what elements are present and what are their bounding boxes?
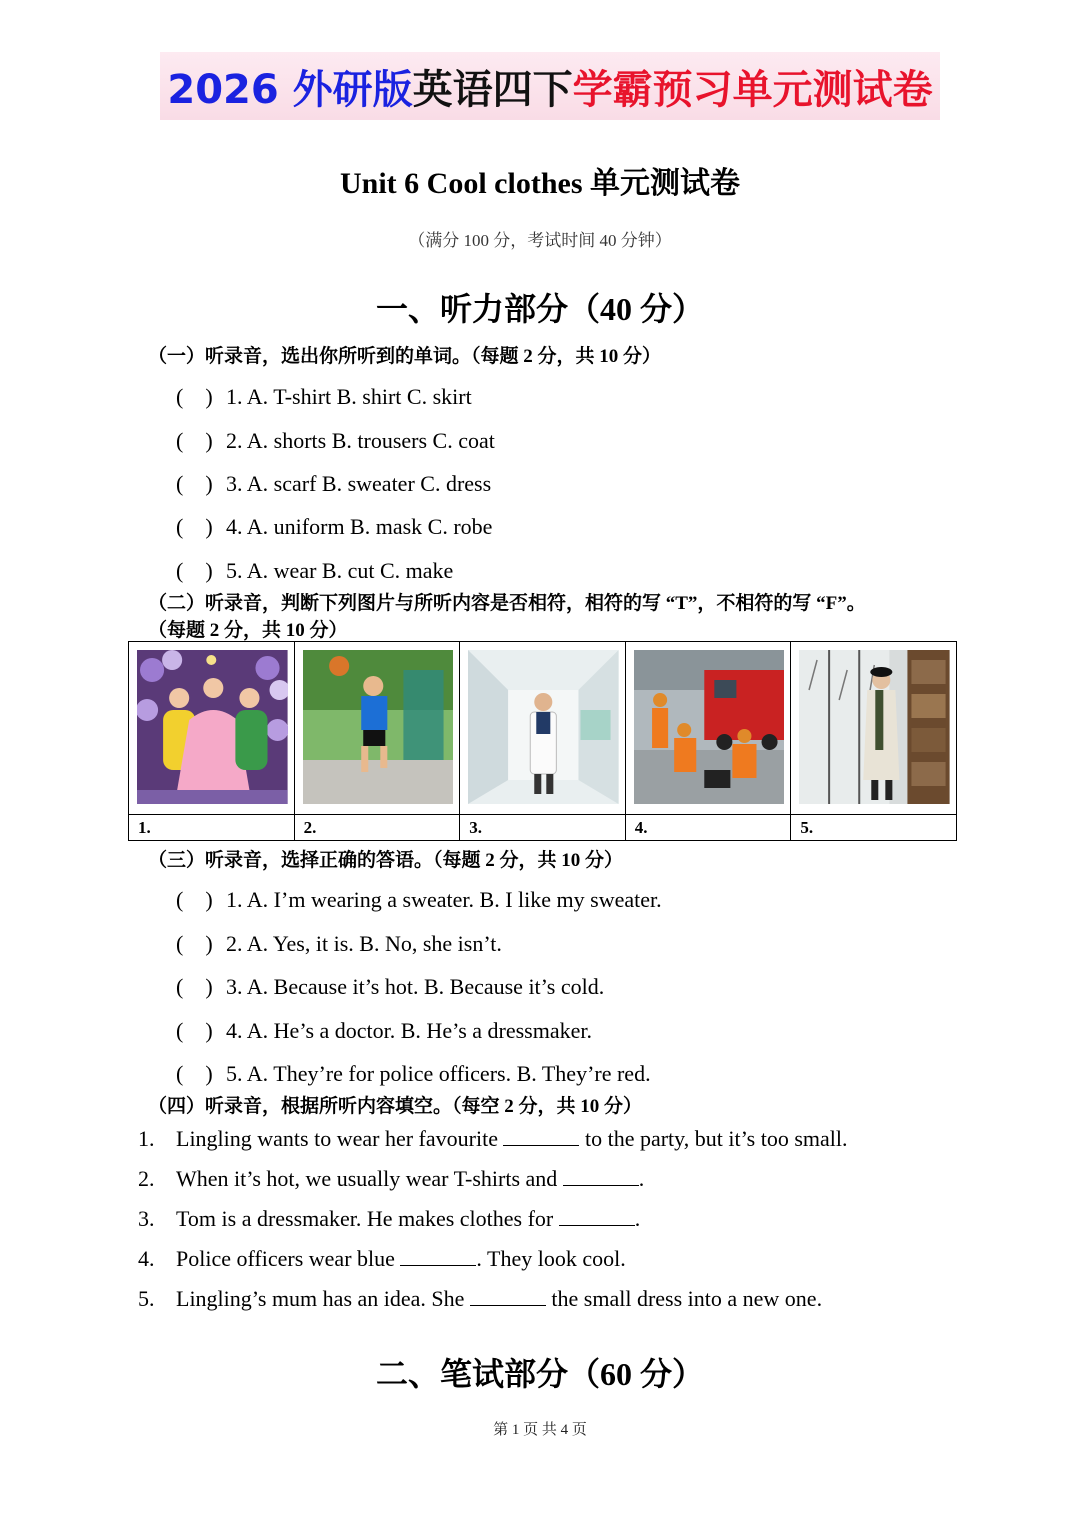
banner-tag: 学霸预习单元测试卷 [572,66,933,113]
firefighters-photo [634,650,785,804]
part1-heading: （一）听录音，选出你所听到的单词。（每题 2 分，共 10 分） [148,346,662,367]
picture-cell-1 [129,642,295,840]
answer-paren[interactable]: ( ) [176,471,213,496]
answer-paren[interactable]: ( ) [176,931,213,956]
part3-question-5: ( ) 5. A. They’re for police officers. B. They’re red. [176,1057,651,1088]
part1-question-5: ( ) 5. A. wear B. cut C. make [176,554,453,585]
part2-heading-score: （每题 2 分，共 10 分） [148,620,348,641]
page-subtitle: （满分 100 分，考试时间 40 分钟） [408,231,672,250]
writing-heading: 二、笔试部分（60 分） [375,1356,704,1392]
part3-question-4: ( ) 4. A. He’s a doctor. B. He’s a dressmaker. [176,1014,592,1045]
part2-heading: （二）听录音，判断下列图片与所听内容是否相符，相符的写 “T”，不相符的写 “F”。 [148,593,866,614]
picture-cell-4 [626,642,792,840]
banner-year: 2026 [167,66,293,113]
picture-label-4: 4. [626,814,791,840]
picture-label-2: 2. [295,814,460,840]
part4-item-4: 4. Police officers wear blue . They look cool. [138,1246,626,1271]
answer-paren[interactable]: ( ) [176,428,213,453]
part1-question-2: ( ) 2. A. shorts B. trousers C. coat [176,424,495,455]
answer-paren[interactable]: ( ) [176,1018,213,1043]
fill-blank[interactable] [559,1207,635,1226]
picture-table [128,641,957,841]
part4-heading: （四）听录音，根据所听内容填空。（每空 2 分，共 10 分） [148,1096,643,1117]
woman-coat-scarf-photo [799,650,950,804]
answer-paren[interactable]: ( ) [176,558,213,583]
fill-blank[interactable] [563,1167,639,1186]
doctor-hallway-photo [468,650,619,804]
part1-question-4: ( ) 4. A. uniform B. mask C. robe [176,510,492,541]
part3-question-1: ( ) 1. A. I’m wearing a sweater. B. I like my sweater. [176,883,662,914]
picture-label-1: 1. [129,814,294,840]
part1-question-1: ( ) 1. A. T-shirt B. shirt C. skirt [176,380,472,411]
answer-paren[interactable]: ( ) [176,514,213,539]
part1-question-3: ( ) 3. A. scarf B. sweater C. dress [176,467,491,498]
picture-cell-5 [791,642,956,840]
part4-item-1: 1. Lingling wants to wear her favourite to the party, but it’s too small. [138,1126,848,1151]
part3-question-3: ( ) 3. A. Because it’s hot. B. Because it’s cold. [176,970,604,1001]
banner-subject: 英语四下 [412,66,573,113]
listening-heading: 一、听力部分（40 分） [375,291,704,327]
banner-title [167,58,932,115]
picture-label-5: 5. [791,814,956,840]
part3-question-2: ( ) 2. A. Yes, it is. B. No, she isn’t. [176,927,502,958]
banner-publisher: 外研版 [292,66,413,113]
page-footer: 第 1 页 共 4 页 [493,1422,587,1438]
part3-heading: （三）听录音，选择正确的答语。（每题 2 分，共 10 分） [148,850,624,871]
boy-basketball-photo [303,650,454,804]
picture-cell-3 [460,642,626,840]
party-girls-photo [137,650,288,804]
fill-blank[interactable] [470,1287,546,1306]
answer-paren[interactable]: ( ) [176,384,213,409]
part4-item-2: 2. When it’s hot, we usually wear T-shirts and . [138,1166,645,1191]
fill-blank[interactable] [400,1247,476,1266]
picture-label-3: 3. [460,814,625,840]
answer-paren[interactable]: ( ) [176,1061,213,1086]
picture-cell-2 [295,642,461,840]
fill-blank[interactable] [503,1127,579,1146]
part4-item-5: 5. Lingling’s mum has an idea. She the small dress into a new one. [138,1286,823,1311]
answer-paren[interactable]: ( ) [176,974,213,999]
answer-paren[interactable]: ( ) [176,887,213,912]
header-banner [160,52,940,120]
page-title: Unit 6 Cool clothes 单元测试卷 [340,167,740,200]
part4-item-3: 3. Tom is a dressmaker. He makes clothes for . [138,1206,641,1231]
